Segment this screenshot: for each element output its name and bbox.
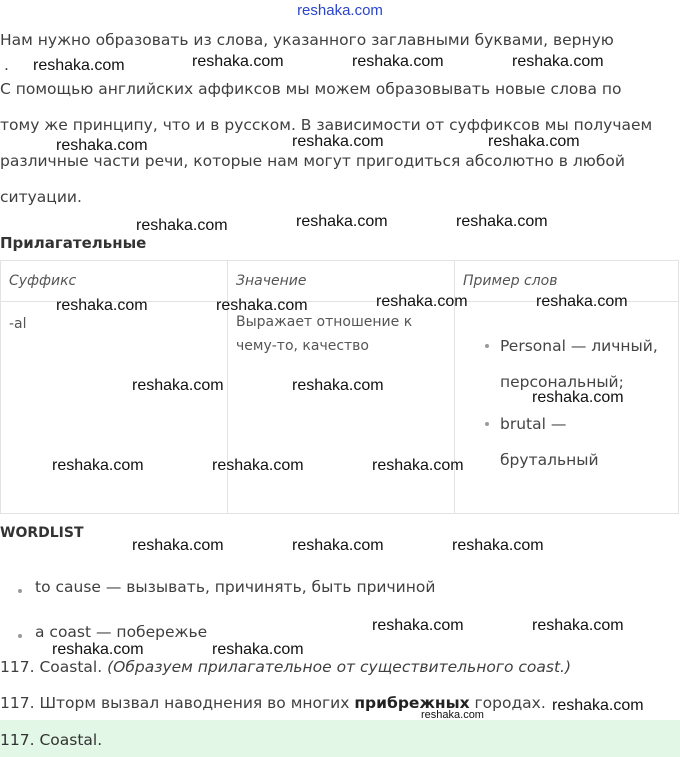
intro-line-3: тому же принципу, что и в русском. В зависимости от суффиксов мы получаем [0, 116, 653, 134]
suffix-cell: -al [9, 316, 27, 332]
sentence-after: городах. [469, 694, 546, 712]
watermark: reshaka.com [56, 137, 148, 154]
header-meaning: Значение [236, 273, 307, 289]
header-suffix: Суффикс [9, 273, 77, 289]
meaning-line-1: Выражает отношение к [236, 314, 413, 330]
watermark: reshaka.com [512, 53, 604, 70]
bullet-dot-icon [18, 589, 22, 593]
site-link[interactable]: reshaka.com [297, 2, 383, 19]
watermark: reshaka.com [52, 641, 144, 658]
wordlist-item-2: a coast — побережье [35, 623, 208, 641]
watermark: reshaka.com [292, 133, 384, 150]
intro-line-4: различные части речи, которые нам могут пригодиться абсолютно в любой [0, 152, 625, 170]
watermark: reshaka.com [136, 217, 228, 234]
example-1-line-2: персональный; [500, 373, 624, 391]
watermark: reshaka.com [132, 377, 224, 394]
example-2-line-1: brutal — [500, 415, 567, 433]
bullet-dot-icon [18, 634, 22, 638]
example-1-line-1: Personal — личный, [500, 337, 658, 355]
watermark: reshaka.com [421, 709, 484, 721]
header-examples: Пример слов [463, 273, 558, 289]
watermark: reshaka.com [56, 297, 148, 314]
watermark: reshaka.com [352, 53, 444, 70]
watermark: reshaka.com [552, 697, 644, 714]
watermark: reshaka.com [216, 297, 308, 314]
intro-line-2: С помощью английских аффиксов мы можем образовывать новые слова по [0, 80, 622, 98]
wordlist-item-1: to cause — вызывать, причинять, быть причиной [35, 578, 436, 596]
intro-line-5: ситуации. [0, 188, 82, 206]
watermark: reshaka.com [372, 617, 464, 634]
watermark: reshaka.com [536, 293, 628, 310]
watermark: reshaka.com [132, 537, 224, 554]
watermark: reshaka.com [292, 537, 384, 554]
sentence-bold: прибрежных [354, 694, 470, 712]
answer-text: 117. Coastal. [0, 731, 103, 749]
watermark: reshaka.com [532, 617, 624, 634]
watermark: reshaka.com [488, 133, 580, 150]
watermark: reshaka.com [212, 457, 304, 474]
intro-line-1: Нам нужно образовать из слова, указанного заглавными буквами, верную [0, 31, 614, 49]
task-hint: (Образуем прилагательное от существительного coast.) [107, 658, 572, 676]
watermark: reshaka.com [52, 457, 144, 474]
watermark: reshaka.com [456, 213, 548, 230]
watermark: reshaka.com [372, 457, 464, 474]
meaning-line-2: чему-то, качество [236, 338, 369, 354]
watermark: reshaka.com [192, 53, 284, 70]
intro-dot: . [4, 56, 9, 74]
watermark: reshaka.com [532, 389, 624, 406]
adjectives-heading: Прилагательные [0, 234, 147, 252]
wordlist-heading: WORDLIST [0, 525, 84, 541]
table-row [1, 302, 679, 514]
watermark: reshaka.com [292, 377, 384, 394]
task-line [0, 658, 571, 676]
watermark: reshaka.com [33, 57, 125, 74]
task-number-word: 117. Coastal. [0, 658, 103, 676]
watermark: reshaka.com [452, 537, 544, 554]
watermark: reshaka.com [296, 213, 388, 230]
list-item [455, 406, 678, 478]
watermark: reshaka.com [376, 293, 468, 310]
sentence-before: 117. Шторм вызвал наводнения во многих [0, 694, 355, 712]
example-2-line-2: брутальный [500, 451, 599, 469]
watermark: reshaka.com [212, 641, 304, 658]
